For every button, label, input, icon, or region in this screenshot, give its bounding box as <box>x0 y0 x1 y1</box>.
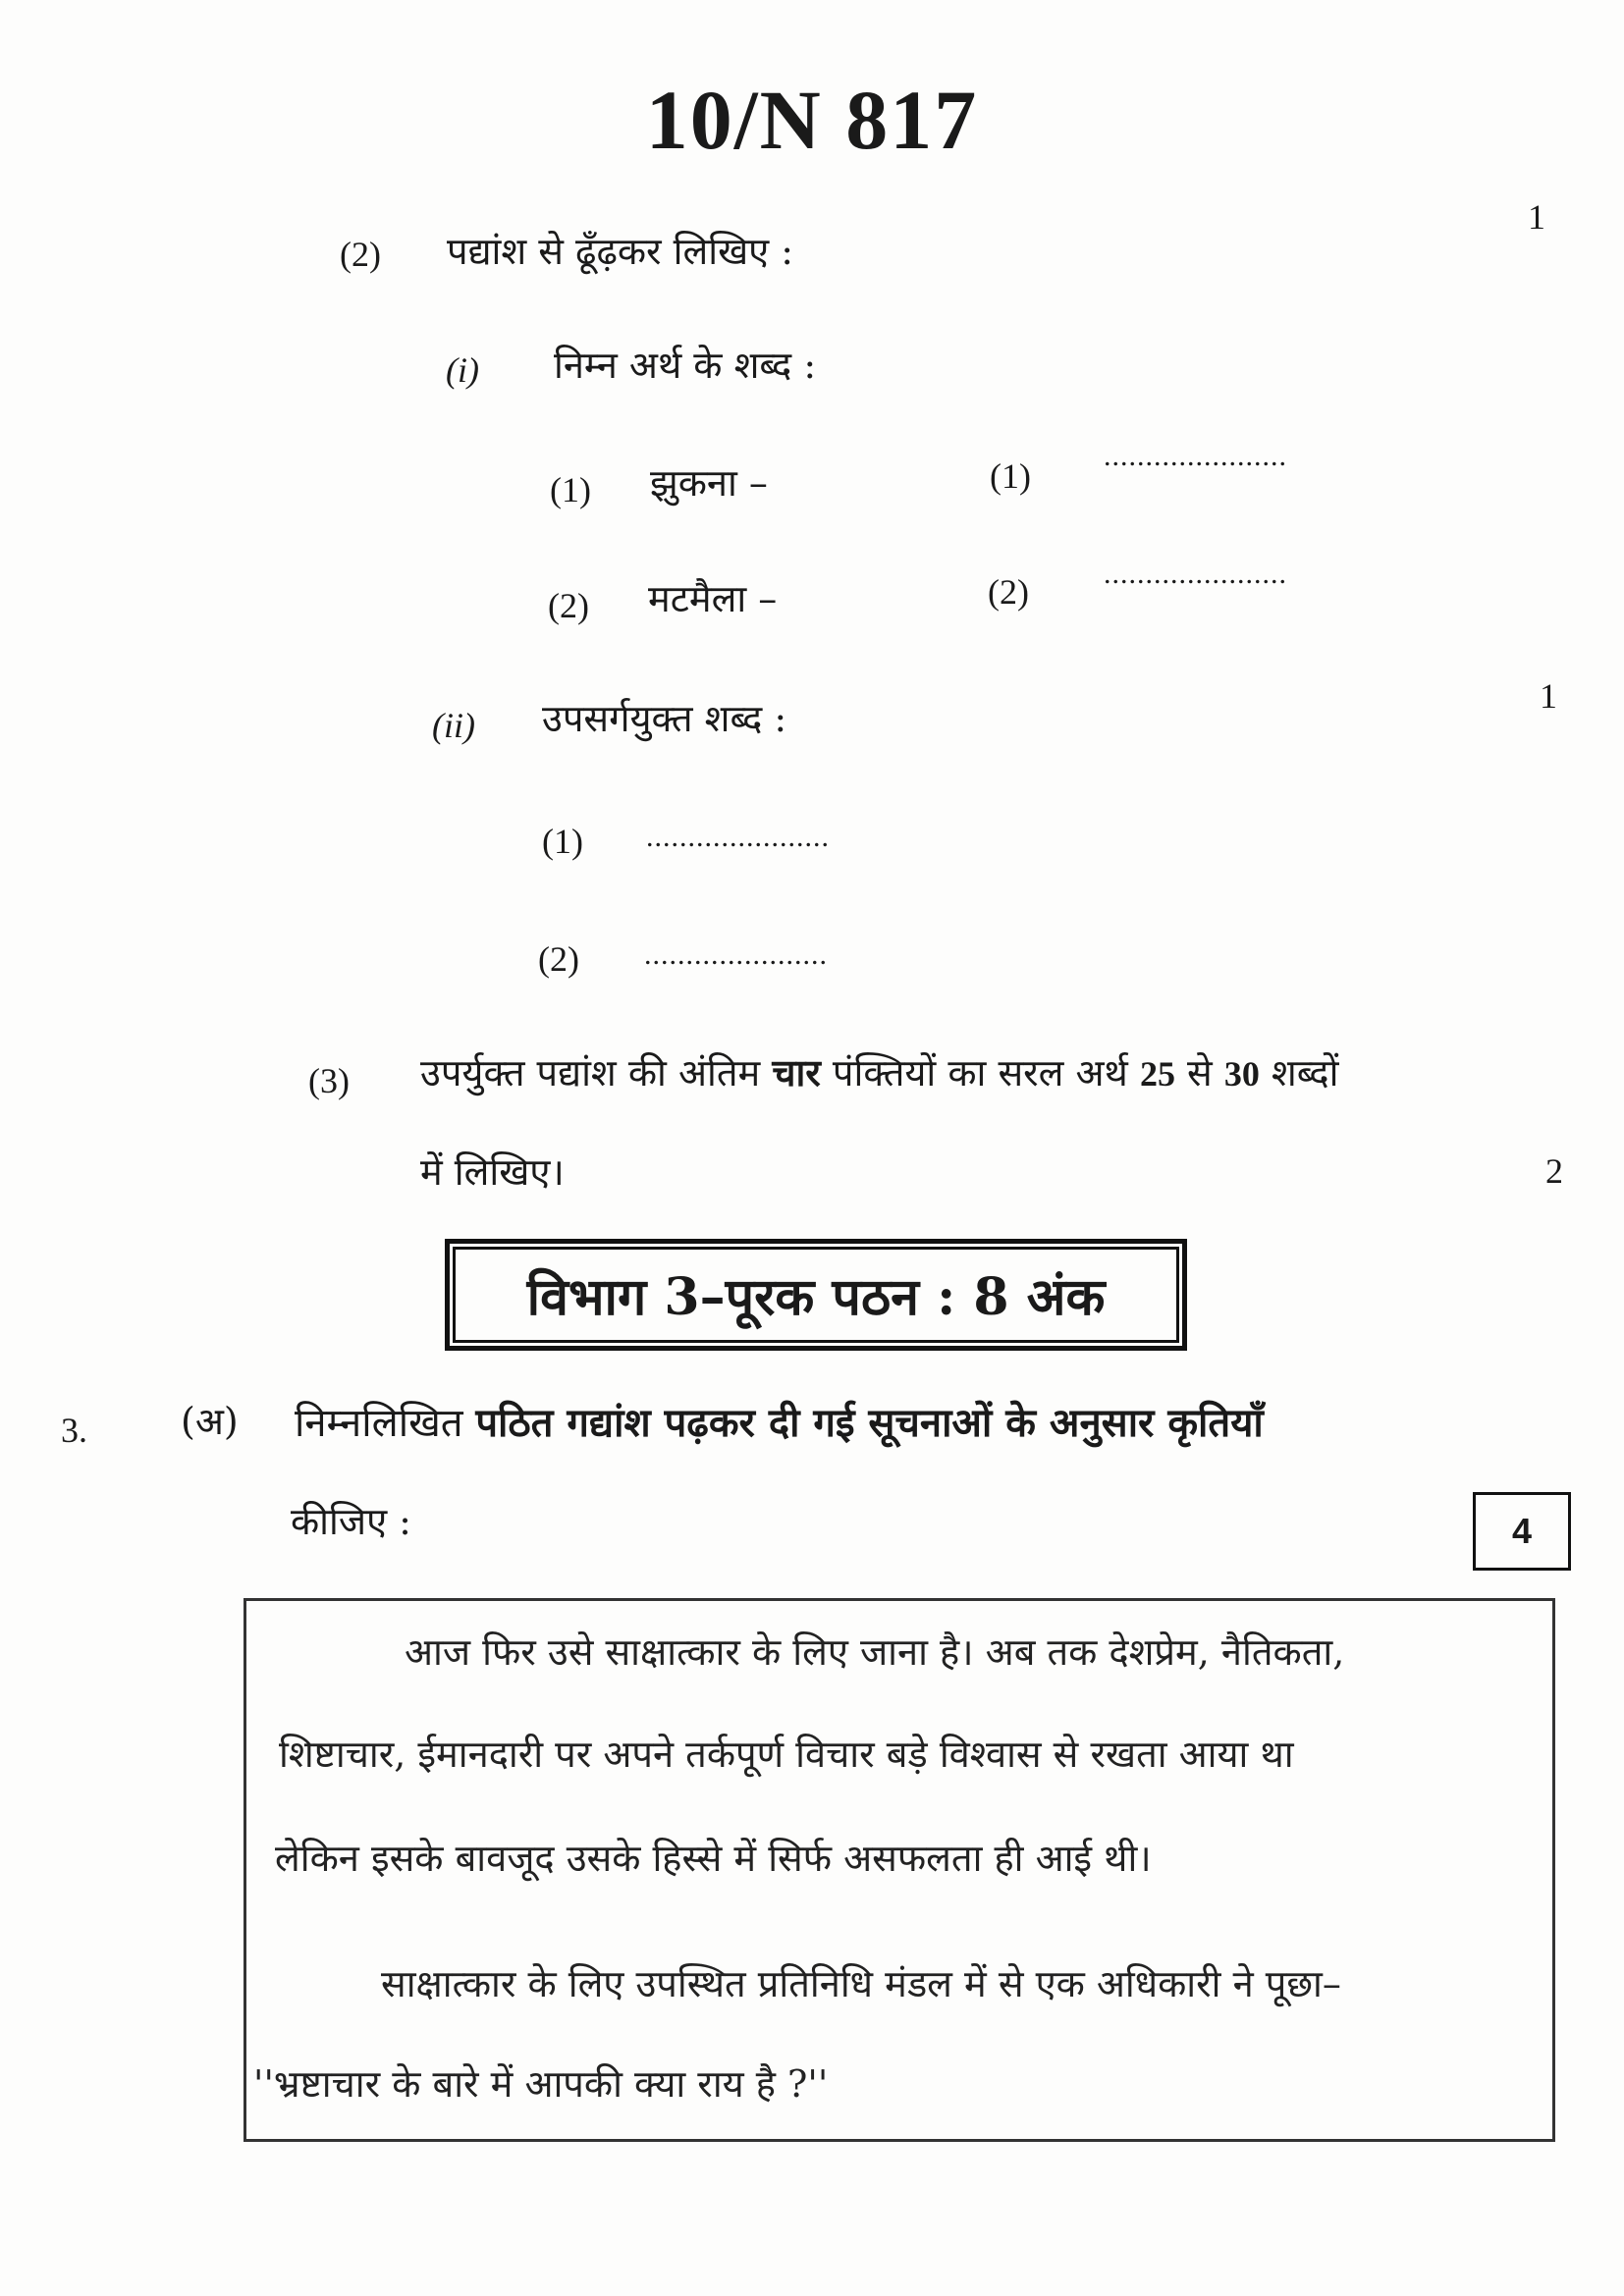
q3-line1 <box>420 1048 1338 1097</box>
item-i-1-word: झुकना – <box>650 461 768 505</box>
q3-line1-d: शब्दों <box>1271 1051 1339 1095</box>
q3-label: (3) <box>308 1061 350 1100</box>
question3-lead: निम्नलिखित <box>295 1401 463 1446</box>
item-i-2-ans-num: (2) <box>988 572 1029 612</box>
item-i-1-ans-num: (1) <box>990 456 1031 496</box>
q3-line1-n2: 30 <box>1223 1054 1260 1094</box>
item-ii-2-num: (2) <box>538 939 579 979</box>
passage-line-5: ''भ्रष्टाचार के बारे में आपकी क्या राय है ?'' <box>253 2062 829 2106</box>
marks-q2: 1 <box>1528 197 1545 237</box>
item-i-1-blank: ...................... <box>1104 440 1287 472</box>
passage-line-4: साक्षात्कार के लिए उपस्थित प्रतिनिधि मंडल में से एक अधिकारी ने पूछा– <box>381 1962 1341 2005</box>
marks-box <box>1473 1492 1571 1571</box>
marks-box-value: 4 <box>1511 1511 1533 1551</box>
item-ii-1-blank: ...................... <box>646 821 830 853</box>
q3-line1-c: से <box>1187 1051 1213 1095</box>
question3-line2: कीजिए : <box>291 1500 411 1543</box>
item-i-2-blank: ...................... <box>1104 558 1287 590</box>
q3-line1-n1: 25 <box>1139 1054 1175 1094</box>
part-ii-label: (ii) <box>432 706 475 745</box>
q3-line1-a: उपर्युक्त पद्यांश की अंतिम <box>420 1051 761 1095</box>
marks-part-ii: 1 <box>1540 676 1557 716</box>
question3-line1 <box>295 1398 1264 1449</box>
item-ii-2-blank: ...................... <box>644 938 828 971</box>
q2-instruction: पद्यांश से ढूँढ़कर लिखिए : <box>447 230 794 273</box>
passage-line-1: आज फिर उसे साक्षात्कार के लिए जाना है। अब तक देशप्रेम, नैतिकता, <box>405 1630 1345 1674</box>
q2-label: (2) <box>340 235 381 274</box>
part-i-label: (i) <box>446 350 479 390</box>
question3-number: 3. <box>61 1411 87 1450</box>
section-header <box>445 1239 1187 1351</box>
q3-line2: में लिखिए। <box>420 1150 565 1194</box>
question3-bold: पठित गद्यांश पढ़कर दी गई सूचनाओं के अनुसार कृतियाँ <box>475 1400 1264 1446</box>
marks-q3: 2 <box>1545 1151 1563 1191</box>
passage-line-3: लेकिन इसके बावजूद उसके हिस्से में सिर्फ असफलता ही आई थी। <box>275 1837 1152 1880</box>
paper-code: 10/N 817 <box>645 73 979 167</box>
item-ii-1-num: (1) <box>542 822 583 861</box>
part-ii-text: उपसर्गयुक्त शब्द : <box>542 697 787 740</box>
item-i-2-word: मटमैला – <box>648 577 778 620</box>
item-i-2-num: (2) <box>548 586 589 625</box>
section-title: विभाग 3–पूरक पठन : 8 अंक <box>526 1266 1106 1327</box>
q3-line1-b: पंक्तियों का सरल अर्थ <box>832 1051 1128 1095</box>
q3-line1-bold: चार <box>772 1050 821 1095</box>
item-i-1-num: (1) <box>550 470 591 509</box>
question3-sub: (अ) <box>181 1400 239 1443</box>
passage-line-2: शिष्टाचार, ईमानदारी पर अपने तर्कपूर्ण विचार बड़े विश्वास से रखता आया था <box>279 1733 1294 1776</box>
part-i-text: निम्न अर्थ के शब्द : <box>554 344 817 387</box>
